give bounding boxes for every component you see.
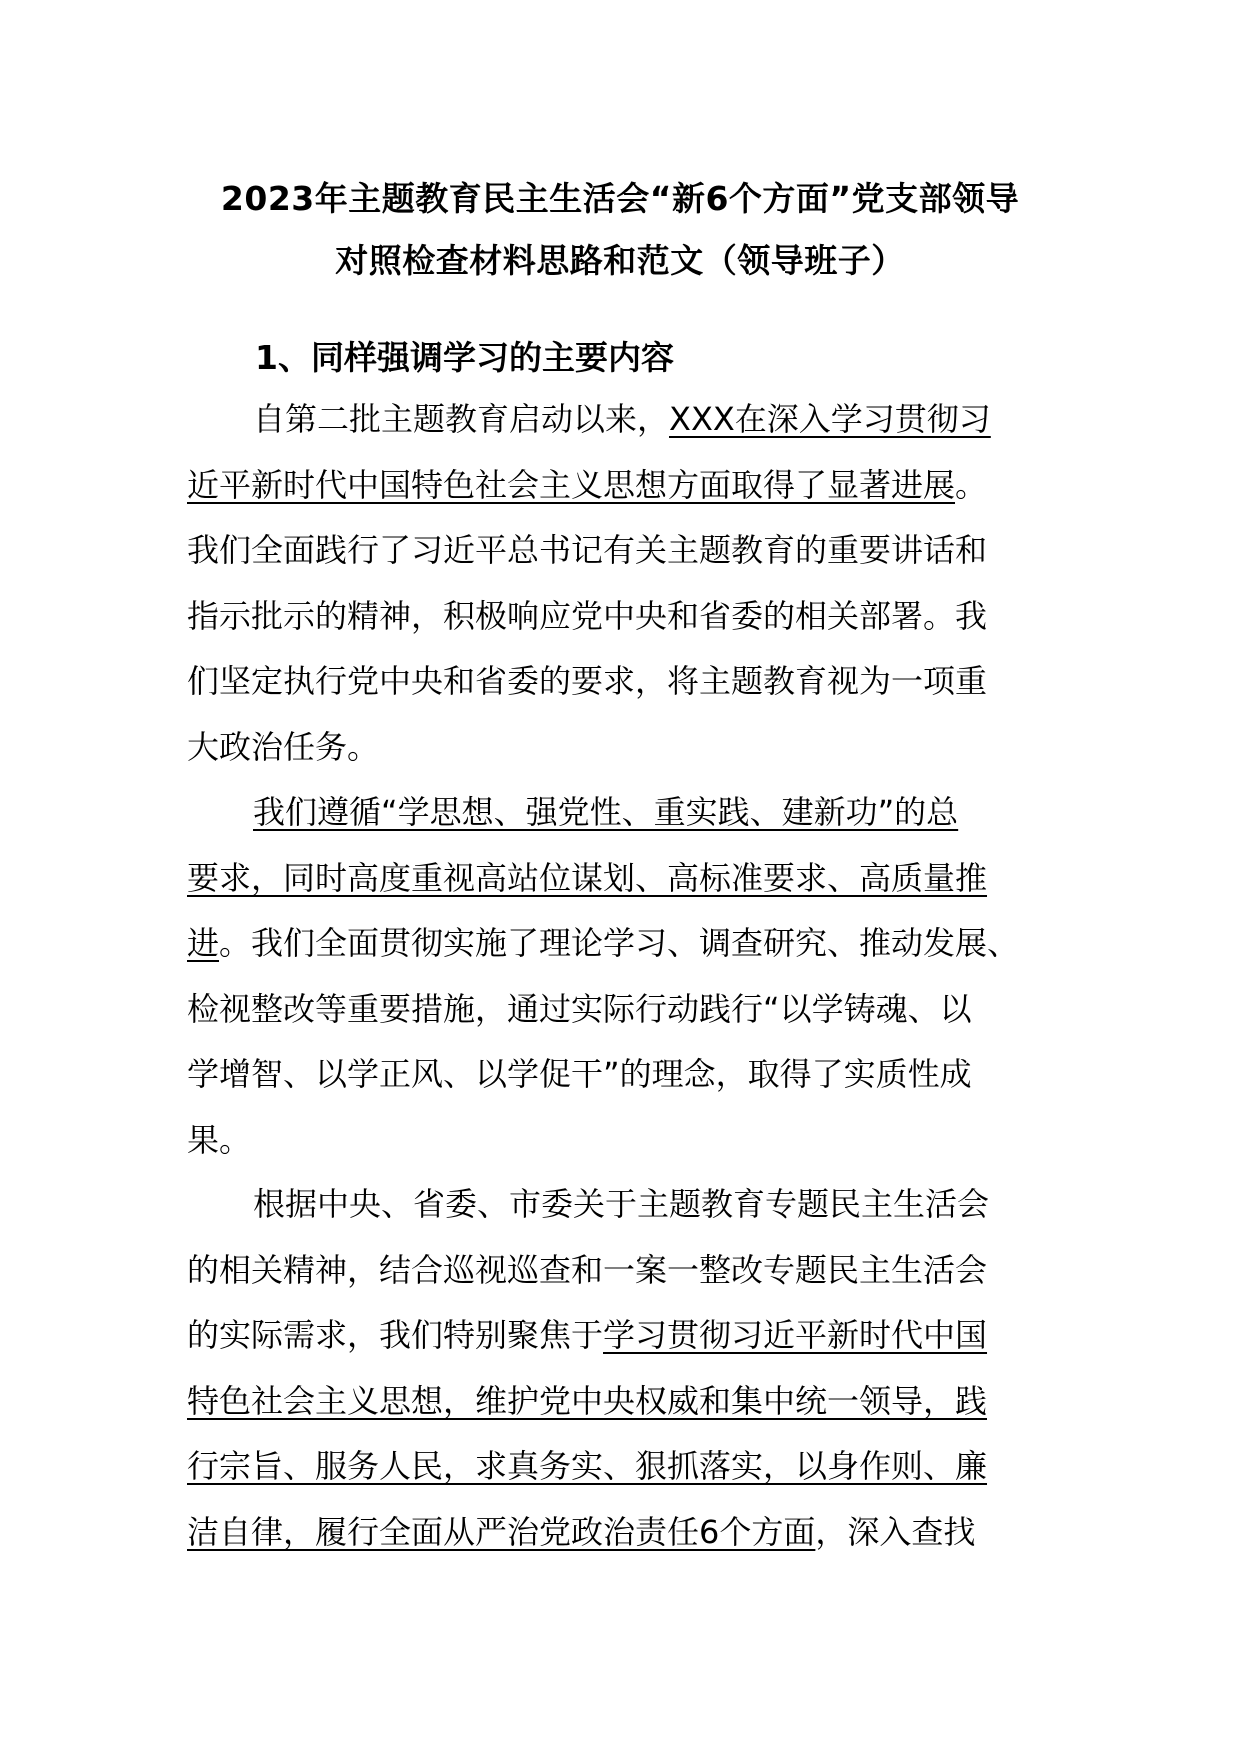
text-segment: 果。: [187, 1120, 252, 1159]
text-segment: 。我们全面贯彻实施了理论学习、调查研究、推动发展、: [219, 924, 1020, 962]
text-line: [187, 453, 1067, 519]
text-segment: 大政治任务。: [187, 727, 380, 766]
text-segment: 。: [955, 465, 988, 504]
text-line: [187, 387, 1067, 453]
text-line: [187, 518, 1067, 584]
underlined-text: 特色社会主义思想，维护党中央权威和集中统一领导，践: [187, 1381, 988, 1420]
text-line: [187, 911, 1067, 977]
underlined-text: 学习贯彻习近平新时代中国: [603, 1316, 988, 1354]
text-line: [187, 1500, 1067, 1566]
text-segment: 的相关精神，结合巡视巡查和一案一整改专题民主生活会: [187, 1250, 988, 1289]
text-line: [187, 846, 1067, 912]
title-line-1: 2023年主题教育民主生活会“新6个方面”党支部领导: [220, 179, 1020, 218]
text-line: [187, 1108, 1067, 1174]
document-title: [150, 168, 1090, 292]
underlined-text: 洁自律，履行全面从严治党政治责任6个方面: [187, 1512, 816, 1551]
text-segment: 学增智、以学正风、以学促干”的理念，取得了实质性成: [187, 1055, 972, 1093]
text-line: [187, 1303, 1067, 1369]
underlined-text: 行宗旨、服务人民，求真务实、狠抓落实，以身作则、廉: [187, 1447, 988, 1485]
text-line: [187, 977, 1067, 1043]
text-line: [187, 1434, 1067, 1500]
text-line: [187, 780, 1067, 846]
text-line: [187, 584, 1067, 650]
paragraph-3: [187, 1172, 1067, 1565]
underlined-text: 进: [187, 924, 220, 962]
text-segment: 们坚定执行党中央和省委的要求，将主题教育视为一项重: [187, 662, 988, 700]
text-segment: 自第二批主题教育启动以来，: [253, 400, 670, 438]
paragraph-2: [187, 780, 1067, 1173]
underlined-text: 我们遵循“学思想、强党性、重实践、建新功”的总: [253, 793, 959, 831]
text-line: [187, 1172, 1067, 1238]
underlined-text: 近平新时代中国特色社会主义思想方面取得了显著进展: [187, 465, 956, 504]
underlined-text: XXX在深入学习贯彻习: [669, 400, 991, 438]
section-heading: 1、同样强调学习的主要内容: [255, 338, 674, 377]
text-line: [187, 1369, 1067, 1435]
text-segment: 检视整改等重要措施，通过实际行动践行“以学铸魂、以: [187, 989, 972, 1028]
text-segment: ，深入查找: [815, 1512, 976, 1551]
text-segment: 根据中央、省委、市委关于主题教育专题民主生活会: [253, 1185, 990, 1223]
text-line: [187, 649, 1067, 715]
text-line: [187, 715, 1067, 781]
text-line: [187, 1238, 1067, 1304]
underlined-text: 要求，同时高度重视高站位谋划、高标准要求、高质量推: [187, 858, 988, 897]
text-segment: 我们全面践行了习近平总书记有关主题教育的重要讲话和: [187, 531, 988, 569]
title-line-2: 对照检查材料思路和范文（领导班子）: [335, 241, 905, 280]
text-line: [187, 1042, 1067, 1108]
text-segment: 的实际需求，我们特别聚焦于: [187, 1316, 604, 1354]
paragraph-1: [187, 387, 1067, 780]
text-segment: 指示批示的精神，积极响应党中央和省委的相关部署。我: [187, 596, 988, 635]
